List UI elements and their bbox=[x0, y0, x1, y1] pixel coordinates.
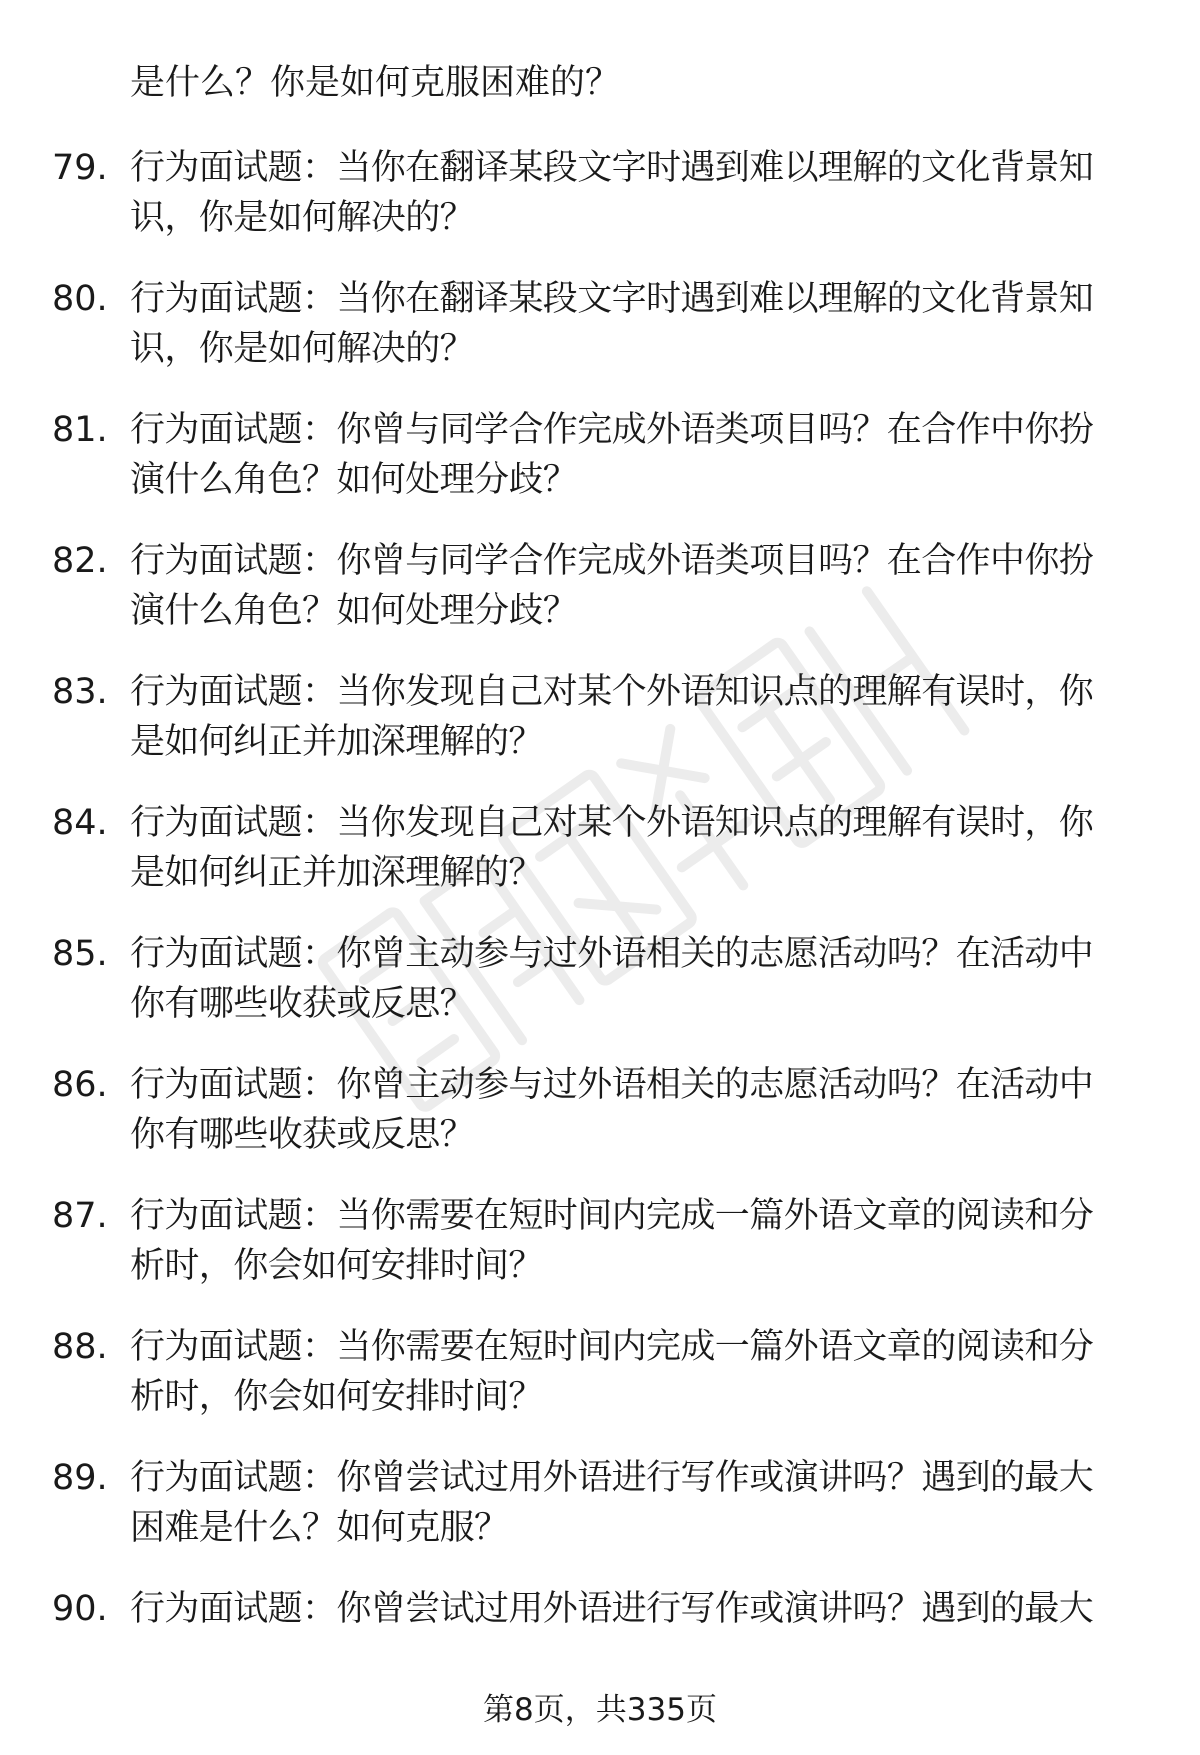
list-item bbox=[0, 1453, 1200, 1584]
question-line: 行为面试题：当你发现自己对某个外语知识点的理解有误时，你 bbox=[130, 672, 1094, 712]
list-item bbox=[0, 798, 1200, 929]
question-line: 演什么角色？如何处理分歧？ bbox=[130, 591, 578, 631]
question-text bbox=[130, 1322, 1142, 1422]
question-line: 是如何纠正并加深理解的？ bbox=[130, 853, 543, 893]
question-text bbox=[130, 929, 1142, 1029]
question-line: 行为面试题：当你在翻译某段文字时遇到难以理解的文化背景知 bbox=[130, 148, 1094, 188]
question-line: 析时，你会如何安排时间？ bbox=[130, 1377, 543, 1417]
list-item bbox=[0, 1060, 1200, 1191]
question-line: 析时，你会如何安排时间？ bbox=[130, 1246, 543, 1286]
question-text bbox=[130, 798, 1142, 898]
question-line: 是如何纠正并加深理解的？ bbox=[130, 722, 543, 762]
question-text bbox=[130, 274, 1142, 374]
question-line: 行为面试题：你曾主动参与过外语相关的志愿活动吗？在活动中 bbox=[130, 1065, 1094, 1105]
question-line: 行为面试题：你曾主动参与过外语相关的志愿活动吗？在活动中 bbox=[130, 934, 1094, 974]
question-text bbox=[130, 1584, 1142, 1634]
question-number: 84. bbox=[52, 803, 108, 843]
question-line: 行为面试题：你曾尝试过用外语进行写作或演讲吗？遇到的最大 bbox=[130, 1589, 1094, 1629]
question-number: 86. bbox=[52, 1065, 108, 1105]
list-item bbox=[0, 1191, 1200, 1322]
question-text bbox=[130, 143, 1142, 243]
question-line: 行为面试题：当你需要在短时间内完成一篇外语文章的阅读和分 bbox=[130, 1327, 1094, 1367]
list-item bbox=[0, 667, 1200, 798]
continuation-text: 是什么？你是如何克服困难的？ bbox=[130, 63, 621, 103]
question-number: 79. bbox=[52, 148, 108, 188]
list-item bbox=[0, 929, 1200, 1060]
question-line: 识，你是如何解决的？ bbox=[130, 329, 475, 369]
question-number: 89. bbox=[52, 1458, 108, 1498]
question-number: 80. bbox=[52, 279, 108, 319]
question-number: 90. bbox=[52, 1589, 108, 1629]
question-number: 88. bbox=[52, 1327, 108, 1367]
question-line: 你有哪些收获或反思？ bbox=[130, 984, 475, 1024]
question-line: 行为面试题：你曾尝试过用外语进行写作或演讲吗？遇到的最大 bbox=[130, 1458, 1094, 1498]
question-number: 83. bbox=[52, 672, 108, 712]
question-number: 81. bbox=[52, 410, 108, 450]
question-number: 87. bbox=[52, 1196, 108, 1236]
question-text bbox=[130, 667, 1142, 767]
question-line: 行为面试题：当你在翻译某段文字时遇到难以理解的文化背景知 bbox=[130, 279, 1094, 319]
question-line: 识，你是如何解决的？ bbox=[130, 198, 475, 238]
list-item bbox=[0, 274, 1200, 405]
question-line: 行为面试题：你曾与同学合作完成外语类项目吗？在合作中你扮 bbox=[130, 541, 1094, 581]
question-line: 你有哪些收获或反思？ bbox=[130, 1115, 475, 1155]
page-footer: 第8页，共335页 bbox=[483, 1692, 717, 1728]
question-text bbox=[130, 1060, 1142, 1160]
list-item bbox=[0, 536, 1200, 667]
question-line: 演什么角色？如何处理分歧？ bbox=[130, 460, 578, 500]
list-item bbox=[0, 143, 1200, 274]
question-text bbox=[130, 536, 1142, 636]
question-line: 困难是什么？如何克服？ bbox=[130, 1508, 509, 1548]
question-list bbox=[0, 143, 1200, 1715]
list-item bbox=[0, 405, 1200, 536]
question-text bbox=[130, 1191, 1142, 1291]
list-item bbox=[0, 1322, 1200, 1453]
question-text bbox=[130, 1453, 1142, 1553]
question-line: 行为面试题：你曾与同学合作完成外语类项目吗？在合作中你扮 bbox=[130, 410, 1094, 450]
question-number: 85. bbox=[52, 934, 108, 974]
question-text bbox=[130, 405, 1142, 505]
question-line: 行为面试题：当你需要在短时间内完成一篇外语文章的阅读和分 bbox=[130, 1196, 1094, 1236]
question-line: 行为面试题：当你发现自己对某个外语知识点的理解有误时，你 bbox=[130, 803, 1094, 843]
question-number: 82. bbox=[52, 541, 108, 581]
